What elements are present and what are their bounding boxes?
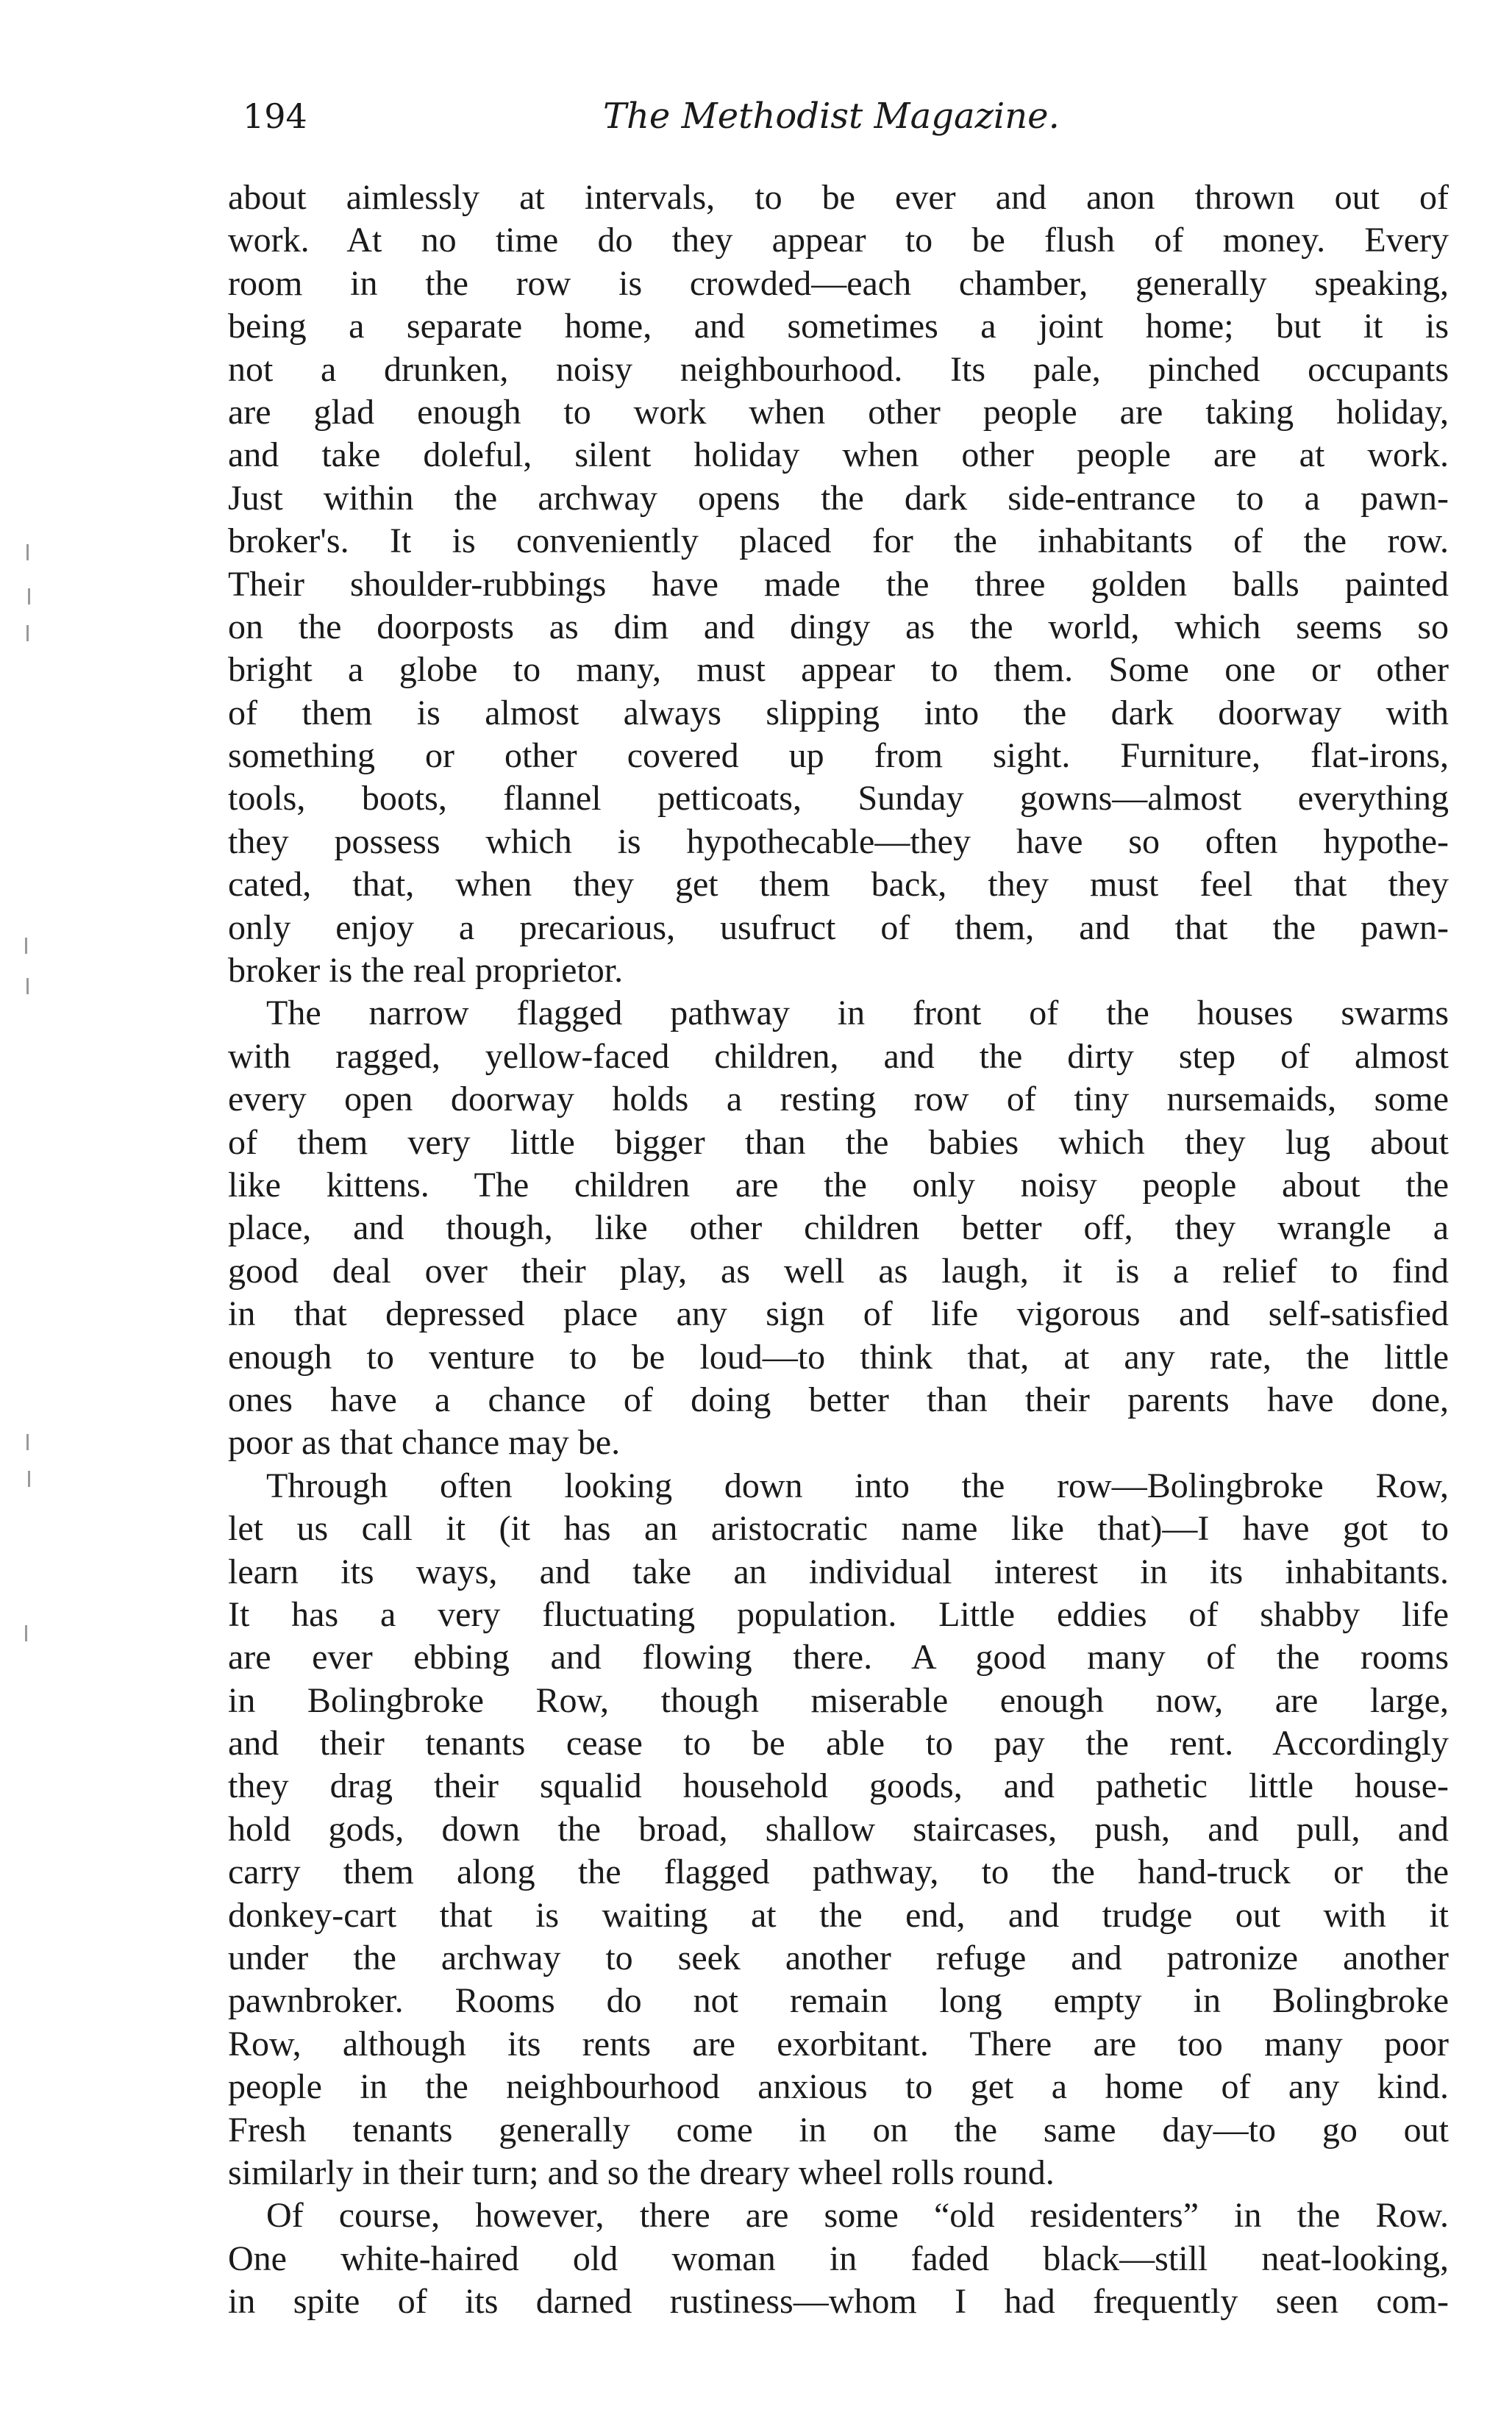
text-line: cated, that, when they get them back, they must feel that they [228,865,1449,905]
page-header [221,87,1471,146]
text-line: good deal over their play, as well as laugh, it is a relief to find [228,1251,1449,1291]
text-line: work. At no time do they appear to be flush of money. Every [228,221,1449,260]
text-line: in that depressed place any sign of life vigorous and self-satisfied [228,1294,1449,1334]
paragraph [228,992,1449,1464]
margin-mark [25,938,27,954]
text-line: with ragged, yellow-faced children, and the dirty step of almost [228,1036,1449,1076]
text-line: only enjoy a precarious, usufruct of them, and that the pawn- [228,907,1449,947]
text-line: The narrow flagged pathway in front of the houses swarms [266,994,1449,1033]
text-line: and take doleful, silent holiday when other people are at work. [228,435,1449,475]
text-line: place, and though, like other children better off, they wrangle a [228,1208,1449,1248]
text-line: let us call it (it has an aristocratic name like that)—I have got to [228,1509,1449,1549]
text-line: broker is the real proprietor. [228,951,624,991]
text-line: are ever ebbing and flowing there. A good many of the rooms [228,1638,1449,1677]
text-line: tools, boots, flannel petticoats, Sunday gowns—almost everything [228,779,1449,818]
text-line: and their tenants cease to be able to pay the rent. Accordingly [228,1724,1449,1763]
text-line: are glad enough to work when other people are taking holiday, [228,392,1449,432]
text-line: on the doorposts as dim and dingy as the world, which seems so [228,607,1449,646]
page-number: 194 [243,96,307,136]
running-title: The Methodist Magazine. [603,96,1060,137]
paragraph [228,2194,1449,2323]
text-line: room in the row is crowded—each chamber, generally speaking, [228,263,1449,303]
text-line: learn its ways, and take an individual interest in its inhabitants. [228,1552,1449,1591]
margin-mark [28,1471,30,1487]
margin-mark [26,1434,29,1450]
text-line: bright a globe to many, must appear to them. Some one or other [228,650,1449,690]
margin-mark [28,588,30,604]
text-line: Just within the archway opens the dark side-entrance to a pawn- [228,478,1449,518]
text-line: donkey-cart that is waiting at the end, and trudge out with it [228,1895,1449,1935]
text-line: Fresh tenants generally come in on the same day—to go out [228,2110,1449,2150]
text-line: Through often looking down into the row—Bolingbroke Row, [266,1466,1449,1505]
text-line: broker's. It is conveniently placed for the inhabitants of the row. [228,521,1449,561]
text-line: about aimlessly at intervals, to be ever and anon thrown out of [228,178,1449,217]
text-line: every open doorway holds a resting row of tiny nursemaids, some [228,1080,1449,1119]
margin-mark [26,978,29,994]
text-line: of them very little bigger than the babies which they lug about [228,1122,1449,1162]
text-line: people in the neighbourhood anxious to get a home of any kind. [228,2067,1449,2107]
text-line: they drag their squalid household goods, and pathetic little house- [228,1766,1449,1806]
text-line: similarly in their turn; and so the dreary wheel rolls round. [228,2152,1055,2192]
text-line: Row, although its rents are exorbitant. There are too many poor [228,2024,1449,2064]
text-line: not a drunken, noisy neighbourhood. Its pale, pinched occupants [228,349,1449,389]
text-line: pawnbroker. Rooms do not remain long empty in Bolingbroke [228,1981,1449,2021]
text-line: being a separate home, and sometimes a joint home; but it is [228,307,1449,346]
text-line: like kittens. The children are the only noisy people about the [228,1165,1449,1205]
margin-marks [0,0,74,2429]
article-body [228,176,1449,2324]
text-line: of them is almost always slipping into the dark doorway with [228,693,1449,732]
text-line: ones have a chance of doing better than their parents have done, [228,1380,1449,1419]
text-line: enough to venture to be loud—to think that, at any rate, the little [228,1337,1449,1377]
text-line: poor as that chance may be. [228,1423,621,1463]
text-line: Their shoulder-rubbings have made the three golden balls painted [228,564,1449,604]
text-line: carry them along the flagged pathway, to the hand-truck or the [228,1852,1449,1892]
margin-mark [26,544,29,560]
text-line: in spite of its darned rustiness—whom I had frequently seen com- [228,2282,1449,2322]
paragraph [228,176,1449,992]
text-line: It has a very fluctuating population. Little eddies of shabby life [228,1594,1449,1634]
paragraph [228,1465,1449,2195]
text-line: they possess which is hypothecable—they have so often hypothe- [228,821,1449,861]
text-line: something or other covered up from sight. Furniture, flat-irons, [228,736,1449,776]
text-line: One white-haired old woman in faded black—still neat-looking, [228,2239,1449,2278]
margin-mark [26,625,29,641]
text-line: under the archway to seek another refuge and patronize another [228,1938,1449,1978]
text-line: Of course, however, there are some “old residenters” in the Row. [266,2196,1449,2236]
text-line: in Bolingbroke Row, though miserable enough now, are large, [228,1680,1449,1720]
text-line: hold gods, down the broad, shallow staircases, push, and pull, and [228,1809,1449,1849]
margin-mark [25,1625,27,1641]
